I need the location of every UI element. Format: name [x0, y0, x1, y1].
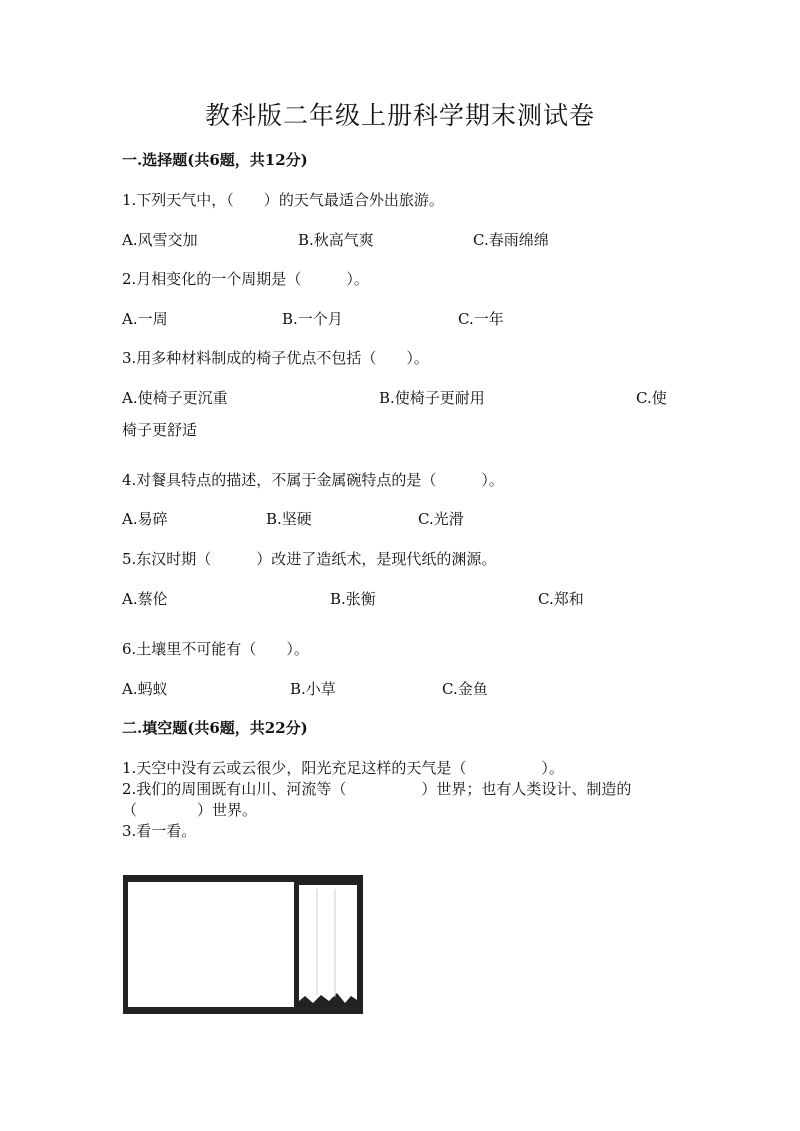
question-figure [123, 875, 363, 1014]
question-1-option-b: B.秋高气爽 [298, 231, 374, 249]
question-5-option-b: B.张衡 [330, 590, 376, 608]
fill-question-1: 1.天空中没有云或云很少，阳光充足这样的天气是（ ）。 [122, 759, 564, 777]
page-title: 教科版二年级上册科学期末测试卷 [204, 101, 595, 130]
question-3-option-c: C.使 [636, 389, 667, 407]
question-6-option-c: C.金鱼 [442, 680, 488, 698]
question-4: 4.对餐具特点的描述，不属于金属碗特点的是（ ）。 [122, 471, 504, 489]
question-5: 5.东汉时期（ ）改进了造纸术，是现代纸的渊源。 [122, 550, 497, 568]
question-2-option-b: B.一个月 [282, 310, 343, 328]
question-2-option-c: C.一年 [458, 310, 504, 328]
question-1-option-c: C.春雨绵绵 [473, 231, 549, 249]
question-3: 3.用多种材料制成的椅子优点不包括（ ）。 [122, 349, 429, 367]
section-1-heading: 一.选择题(共6题，共12分) [122, 151, 308, 169]
question-1: 1.下列天气中，（ ）的天气最适合外出旅游。 [122, 191, 444, 209]
fill-question-3: 3.看一看。 [122, 822, 197, 840]
fill-question-2: 2.我们的周围既有山川、河流等（ ）世界；也有人类设计、制造的 [122, 780, 632, 798]
figure-white-panel [128, 882, 294, 1007]
question-3-option-c-wrap: 椅子更舒适 [122, 421, 198, 439]
fill-question-2-continued: （ ）世界。 [122, 801, 258, 819]
question-5-option-c: C.郑和 [538, 590, 584, 608]
question-4-option-b: B.坚硬 [266, 510, 312, 528]
question-6-option-b: B.小草 [290, 680, 336, 698]
section-2-heading: 二.填空题(共6题，共22分) [122, 719, 308, 737]
question-4-option-a: A.易碎 [122, 510, 168, 528]
question-6-option-a: A.蚂蚁 [122, 680, 168, 698]
question-5-option-a: A.蔡伦 [122, 590, 168, 608]
question-3-option-a: A.使椅子更沉重 [122, 389, 228, 407]
figure-paper-strip [299, 885, 357, 1003]
question-1-option-a: A.风雪交加 [122, 231, 198, 249]
question-6: 6.土壤里不可能有（ ）。 [122, 640, 309, 658]
question-3-option-b: B.使椅子更耐用 [379, 389, 485, 407]
question-4-option-c: C.光滑 [418, 510, 464, 528]
question-2: 2.月相变化的一个周期是（ ）。 [122, 270, 369, 288]
question-2-option-a: A.一周 [122, 310, 168, 328]
